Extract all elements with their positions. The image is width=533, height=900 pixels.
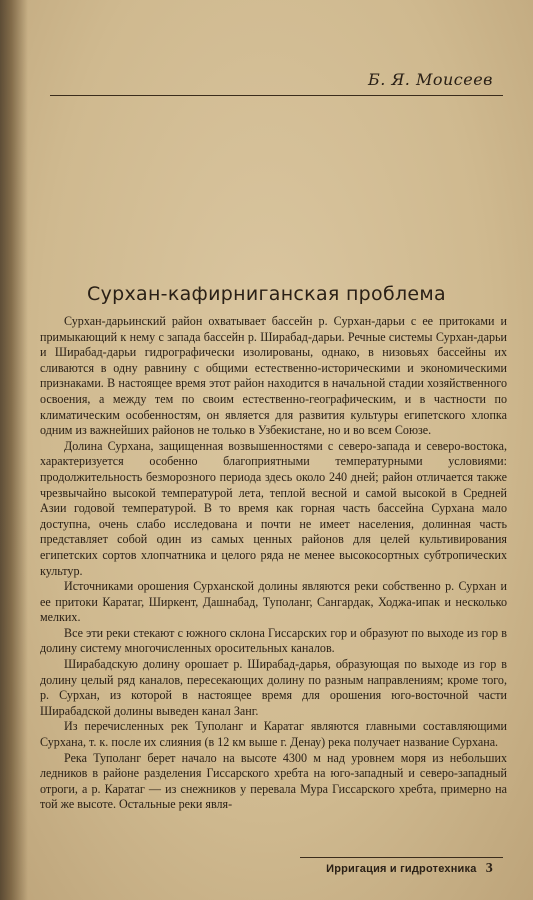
paragraph: Ширабадскую долину орошает р. Ширабад-дарья, образующая по выходе из гор в долину целый ряд каналов, пересекающих долину по разным направлениям; кроме того, р. Сурхан, из которой в настоящее время для орошения юго-восточной части Ширабадской долины выведен канал Занг. [40,657,507,718]
footer-rule [300,857,503,858]
page-number: 3 [485,861,493,876]
article-title: Сурхан-кафирниганская проблема [87,283,446,305]
article-body [40,314,507,813]
page-footer [326,861,493,877]
journal-name: Ирригация и гидротехника [326,863,477,875]
paragraph: Сурхан-дарьинский район охватывает бассейн р. Сурхан-дарьи с ее притоками и примыкающий к нему с запада бассейн р. Ширабад-дарьи. Речные системы Сурхан-дарьи и Ширабад-дарьи гидрографически изолированы, однако, в низовьях бассейны их сливаются в одну равнину с общими естественно-историческими и экономическими признаками. В настоящее время этот район находится в начальной стадии хозяйственного освоения, а между тем по своим естественно-географическим, и в частности по климатическим особенностям, он является для развития культуры египетского хлопка одним из важнейших районов не только в Узбекистане, но и во всем Союзе. [40,314,507,438]
paragraph: Река Туполанг берет начало на высоте 4300 м над уровнем моря из небольших ледников в районе разделения Гиссарского хребта на юго-западный и северо-западный отроги, а р. Каратаг — из снежников у перевала Мура Гиссарского хребта, примерно на той же высоте. Остальные реки явля- [40,750,507,812]
paragraph: Все эти реки стекают с южного склона Гиссарских гор и образуют по выходе из гор в долину систему многочисленных оросительных каналов. [40,625,507,656]
paragraph: Из перечисленных рек Туполанг и Каратаг являются главными составляющими Сурхана, т. к. после их слияния (в 12 км выше г. Денау) река получает название Сурхана. [40,719,507,750]
paragraph: Источниками орошения Сурханской долины являются реки собственно р. Сурхан и ее притоки Каратаг, Ширкент, Дашнабад, Туполанг, Сангардак, Ходжа-ипак и несколько мелких. [40,579,507,625]
author-name: Б. Я. Моисеев [367,70,493,89]
header-rule [50,95,503,96]
paragraph: Долина Сурхана, защищенная возвышенностями с северо-запада и северо-востока, характеризуется особенно благоприятными температурными условиями: продолжительность безморозного периода здесь около 240 дней; район отличается также чрезвычайно высокой температурой лета, теплой весной и самой высокой в Средней Азии годовой температурой. В то время как горная часть бассейна Сурхана мало доступна, очень слабо исследована и почти не имеет населения, долинная часть представляет собой один из самых ценных районов для целей культивирования египетских сортов хлопчатника и целого ряда не менее высокосортных субтропических культур. [40,438,507,578]
